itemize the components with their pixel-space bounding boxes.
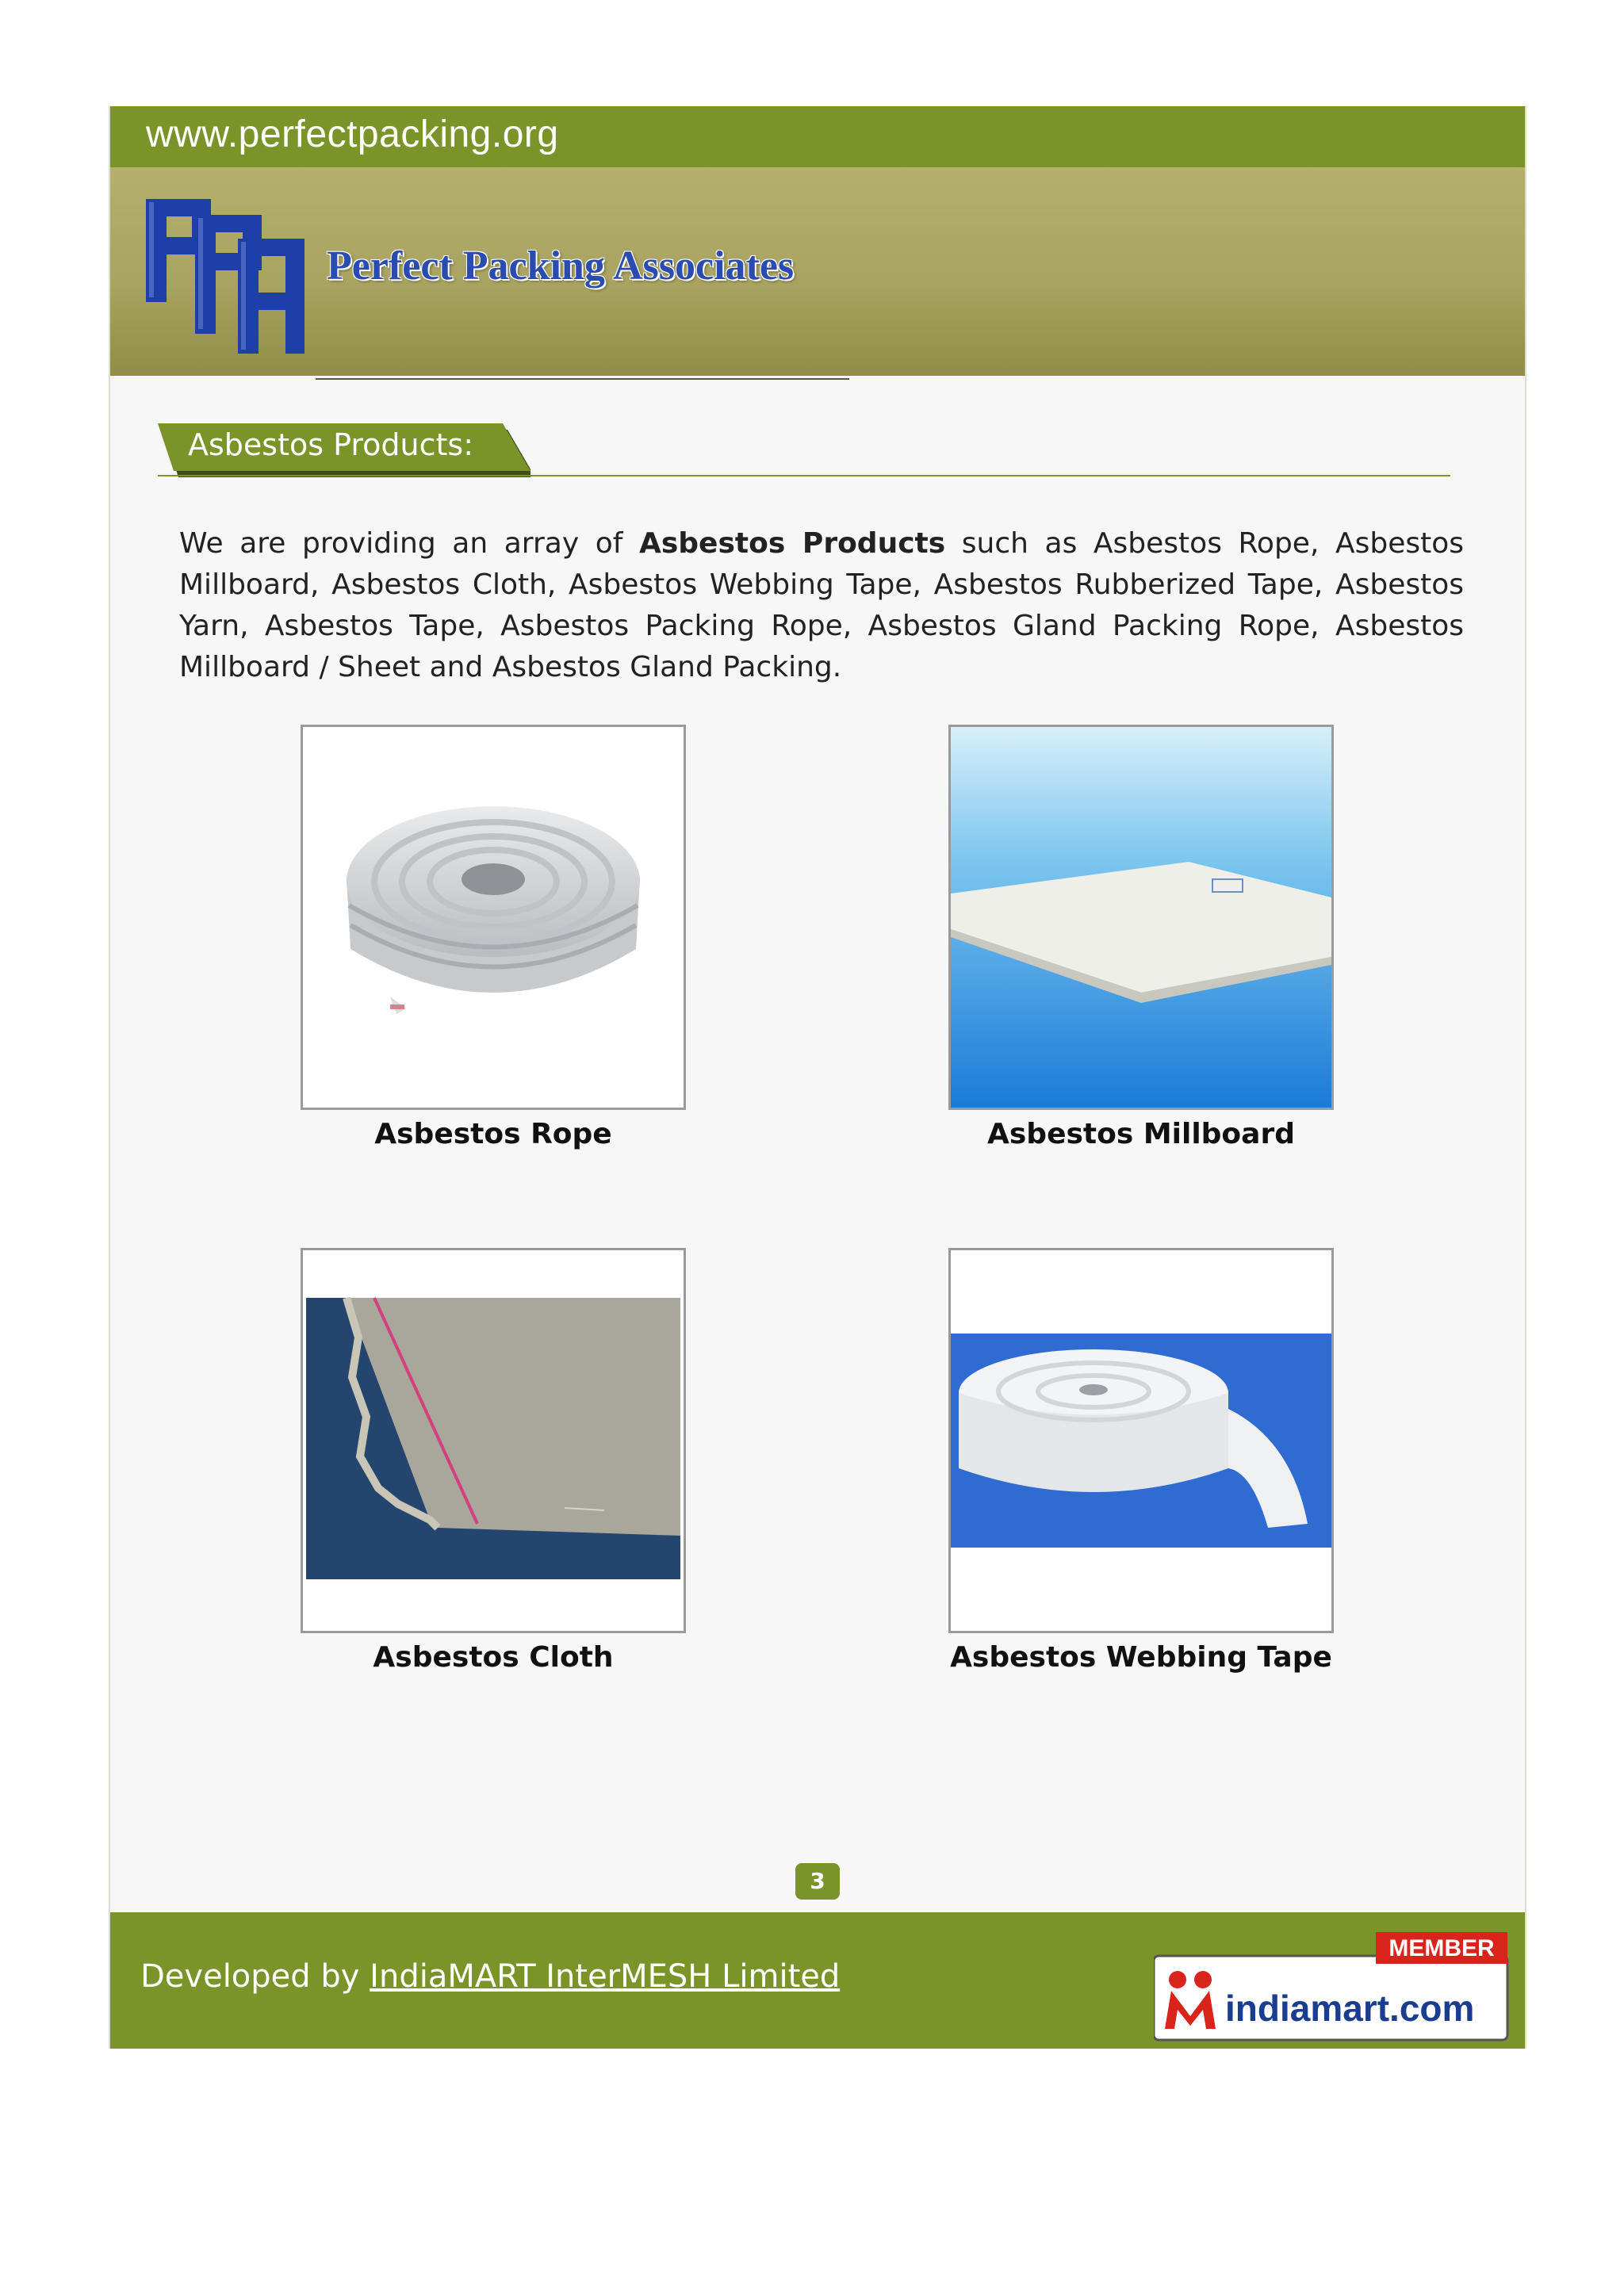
header-banner: [110, 167, 1525, 376]
rope-coil-image: [303, 727, 684, 1108]
intro-lead: We are providing an array of: [179, 527, 639, 560]
webbing-tape-image: [951, 1250, 1331, 1631]
developed-by-label: Developed by: [140, 1958, 370, 1995]
company-name: Perfect Packing Associates: [327, 243, 795, 289]
section-title: Asbestos Products:: [188, 427, 473, 462]
intro-rest: such as Asbestos Rope, Asbestos Millboard, Asbestos Cloth, Asbestos Webbing Tape, Asbestos Rubberized Tape, Asbestos Yarn, Asbestos Tape, Asbestos Packing Rope, Asbestos Gland Packing Rope, Asbestos Millboard / Sheet and Asbestos Gland Packing.: [179, 527, 1464, 683]
header-divider: [316, 378, 849, 380]
url-bar: [110, 106, 1525, 167]
site-url[interactable]: www.perfectpacking.org: [146, 113, 559, 155]
intro-highlight: Asbestos Products: [639, 527, 946, 560]
product-image-frame[interactable]: [948, 1248, 1334, 1633]
product-image-frame[interactable]: [301, 1248, 686, 1633]
developed-by-text: [140, 1958, 840, 1995]
section-divider: [158, 475, 1450, 476]
product-caption: Asbestos Webbing Tape: [950, 1641, 1332, 1674]
ppa-monogram-logo: [146, 191, 304, 354]
product-card-cloth: [301, 1248, 686, 1674]
indiamart-logo[interactable]: [1154, 1932, 1511, 2043]
badge-brand-text: indiamart.com: [1225, 1988, 1475, 2029]
product-card-millboard: [948, 725, 1334, 1150]
page-number: 3: [795, 1863, 840, 1900]
product-caption: Asbestos Millboard: [987, 1118, 1295, 1150]
product-card-webbing-tape: [948, 1248, 1334, 1674]
intro-paragraph: [179, 523, 1464, 688]
millboard-image: [951, 727, 1331, 1108]
product-image-frame[interactable]: [948, 725, 1334, 1110]
badge-member-label: MEMBER: [1388, 1935, 1495, 1961]
product-image-frame[interactable]: [301, 725, 686, 1110]
cloth-image: [303, 1250, 684, 1631]
product-caption: Asbestos Rope: [374, 1118, 612, 1150]
developer-link[interactable]: IndiaMART InterMESH Limited: [370, 1958, 841, 1995]
page: [109, 106, 1526, 2049]
footer: [110, 1912, 1525, 2049]
product-caption: Asbestos Cloth: [373, 1641, 614, 1674]
product-card-rope: [301, 725, 686, 1150]
